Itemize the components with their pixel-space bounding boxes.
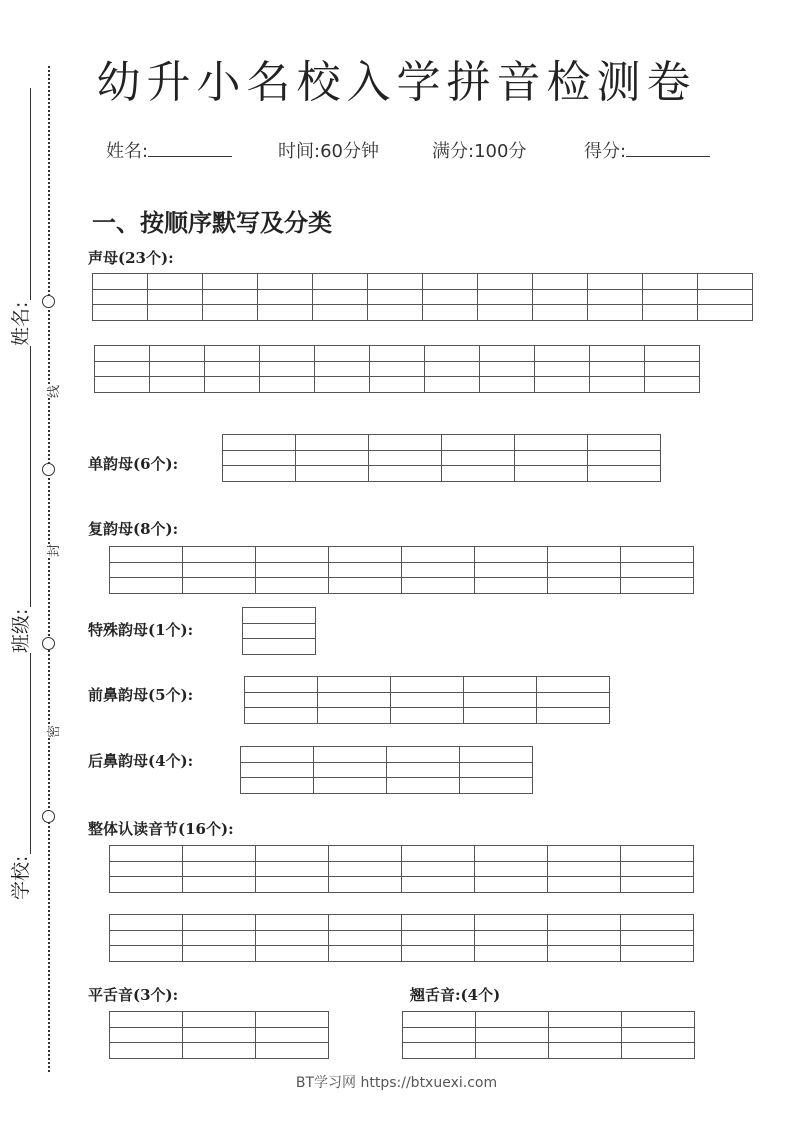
writing-cell[interactable]: [402, 846, 475, 892]
writing-grid-special-final[interactable]: [242, 607, 316, 655]
score-field[interactable]: [584, 137, 710, 163]
name-field[interactable]: [106, 137, 232, 163]
writing-cell[interactable]: [258, 274, 313, 320]
writing-cell[interactable]: [370, 346, 425, 392]
writing-cell[interactable]: [588, 435, 661, 481]
question-label-initials: 声母(23个):: [88, 249, 174, 267]
writing-cell[interactable]: [387, 747, 460, 793]
writing-cell[interactable]: [475, 547, 548, 593]
question-label-compound-finals: 复韵母(8个):: [88, 520, 179, 538]
writing-cell[interactable]: [329, 846, 402, 892]
writing-grid-whole-syllables-2[interactable]: [109, 914, 694, 962]
writing-cell[interactable]: [256, 1012, 329, 1058]
footer-watermark: BT学习网 https://btxuexi.com: [295, 1075, 498, 1091]
writing-grid-whole-syllables-1[interactable]: [109, 845, 694, 893]
writing-cell[interactable]: [183, 846, 256, 892]
writing-cell[interactable]: [369, 435, 442, 481]
binding-secret-char: 密: [41, 725, 64, 738]
writing-cell[interactable]: [260, 346, 315, 392]
writing-cell[interactable]: [296, 435, 369, 481]
question-label-retroflex: 翘舌音:(4个): [410, 986, 501, 1004]
writing-cell[interactable]: [402, 915, 475, 961]
writing-cell[interactable]: [203, 274, 258, 320]
writing-cell[interactable]: [205, 346, 260, 392]
question-label-whole-syllables: 整体认读音节(16个):: [88, 820, 234, 838]
writing-cell[interactable]: [391, 677, 464, 723]
writing-cell[interactable]: [590, 346, 645, 392]
side-name-field[interactable]: [6, 88, 33, 448]
writing-cell[interactable]: [588, 274, 643, 320]
writing-cell[interactable]: [315, 346, 370, 392]
writing-cell[interactable]: [480, 346, 535, 392]
writing-cell[interactable]: [110, 846, 183, 892]
score-label: 得分:: [584, 141, 627, 162]
question-label-flat-tongue: 平舌音(3个):: [88, 986, 179, 1004]
writing-cell[interactable]: [245, 677, 318, 723]
writing-grid-initials-2[interactable]: [94, 345, 700, 393]
writing-grid-retroflex[interactable]: [402, 1011, 695, 1059]
writing-cell[interactable]: [223, 435, 296, 481]
writing-cell[interactable]: [110, 547, 183, 593]
full-score-info: 满分:100分: [432, 141, 527, 162]
writing-cell[interactable]: [621, 915, 694, 961]
side-name-label: 姓名:: [10, 301, 32, 346]
side-school-label: 学校:: [10, 855, 32, 900]
writing-cell[interactable]: [183, 547, 256, 593]
writing-cell[interactable]: [423, 274, 478, 320]
writing-cell[interactable]: [645, 346, 700, 392]
writing-cell[interactable]: [403, 1012, 476, 1058]
question-label-back-nasal: 后鼻韵母(4个):: [88, 752, 194, 770]
writing-cell[interactable]: [476, 1012, 549, 1058]
writing-cell[interactable]: [621, 547, 694, 593]
writing-grid-back-nasal[interactable]: [240, 746, 533, 794]
writing-cell[interactable]: [643, 274, 698, 320]
writing-cell[interactable]: [537, 677, 610, 723]
side-school-field[interactable]: [6, 729, 33, 900]
writing-cell[interactable]: [442, 435, 515, 481]
page-title: 幼升小名校入学拼音检测卷: [96, 57, 697, 108]
name-label: 姓名:: [106, 141, 149, 162]
question-label-front-nasal: 前鼻韵母(5个):: [88, 686, 194, 704]
writing-cell[interactable]: [425, 346, 480, 392]
writing-cell[interactable]: [183, 915, 256, 961]
writing-cell[interactable]: [515, 435, 588, 481]
writing-cell[interactable]: [243, 608, 316, 654]
writing-cell[interactable]: [548, 915, 621, 961]
writing-cell[interactable]: [549, 1012, 622, 1058]
writing-cell[interactable]: [329, 547, 402, 593]
binding-dotted-line: [48, 66, 50, 1072]
writing-cell[interactable]: [622, 1012, 695, 1058]
writing-cell[interactable]: [548, 547, 621, 593]
writing-cell[interactable]: [475, 915, 548, 961]
writing-cell[interactable]: [402, 547, 475, 593]
binding-hole-4: [42, 810, 55, 823]
binding-hole-1: [42, 295, 55, 308]
writing-cell[interactable]: [95, 346, 150, 392]
writing-cell[interactable]: [533, 274, 588, 320]
writing-cell[interactable]: [256, 915, 329, 961]
writing-cell[interactable]: [318, 677, 391, 723]
writing-grid-simple-finals[interactable]: [222, 434, 661, 482]
binding-hole-2: [42, 463, 55, 476]
binding-seal-char: 封: [41, 544, 64, 557]
binding-line-char: 线: [41, 385, 64, 398]
writing-grid-initials-1[interactable]: [92, 273, 753, 321]
writing-grid-flat-tongue[interactable]: [109, 1011, 329, 1059]
writing-cell[interactable]: [313, 274, 368, 320]
writing-cell[interactable]: [698, 274, 753, 320]
writing-cell[interactable]: [621, 846, 694, 892]
writing-cell[interactable]: [110, 1012, 183, 1058]
time-info: 时间:60分钟: [278, 141, 379, 162]
writing-cell[interactable]: [256, 846, 329, 892]
writing-cell[interactable]: [535, 346, 590, 392]
writing-cell[interactable]: [368, 274, 423, 320]
writing-cell[interactable]: [464, 677, 537, 723]
writing-grid-compound-finals[interactable]: [109, 546, 694, 594]
section-heading: 一、按顺序默写及分类: [92, 209, 332, 237]
writing-cell[interactable]: [110, 915, 183, 961]
writing-grid-front-nasal[interactable]: [244, 676, 610, 724]
writing-cell[interactable]: [329, 915, 402, 961]
writing-cell[interactable]: [256, 547, 329, 593]
writing-cell[interactable]: [478, 274, 533, 320]
binding-hole-3: [42, 637, 55, 650]
writing-cell[interactable]: [314, 747, 387, 793]
writing-cell[interactable]: [475, 846, 548, 892]
question-label-special-final: 特殊韵母(1个):: [88, 621, 194, 639]
writing-cell[interactable]: [548, 846, 621, 892]
writing-cell[interactable]: [148, 274, 203, 320]
writing-cell[interactable]: [93, 274, 148, 320]
writing-cell[interactable]: [241, 747, 314, 793]
writing-cell[interactable]: [460, 747, 533, 793]
writing-cell[interactable]: [183, 1012, 256, 1058]
question-label-simple-finals: 单韵母(6个):: [88, 455, 179, 473]
writing-cell[interactable]: [150, 346, 205, 392]
side-class-label: 班级:: [10, 608, 32, 653]
